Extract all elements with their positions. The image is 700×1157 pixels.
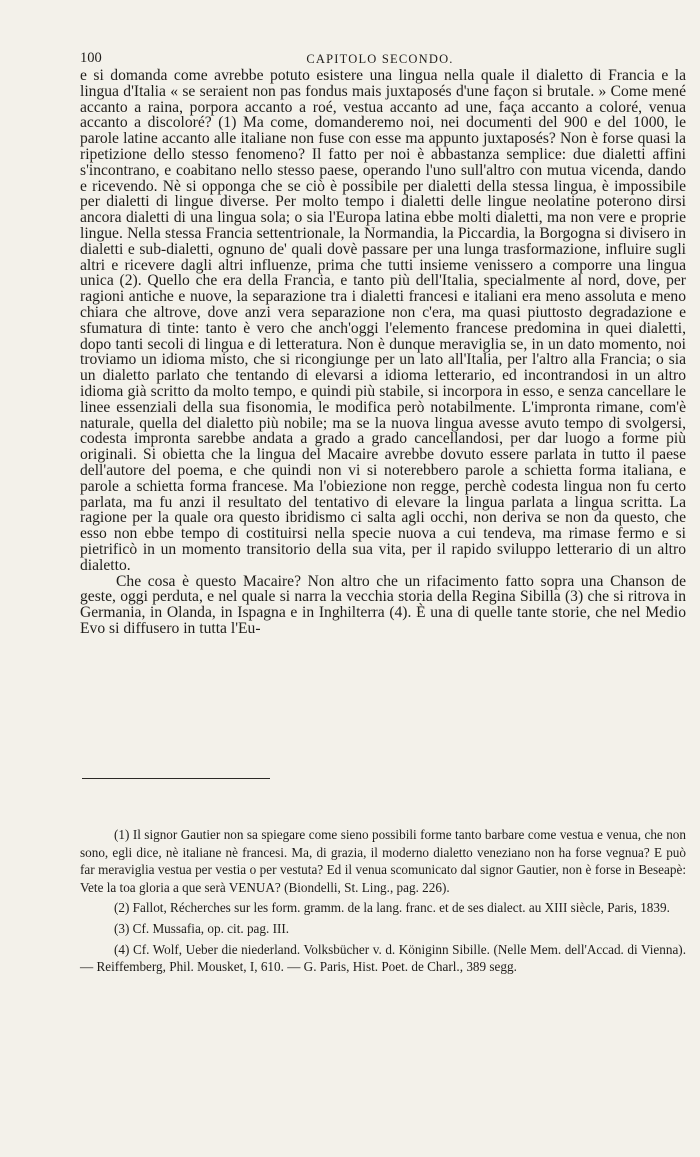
page-number: 100 <box>80 50 102 66</box>
main-text <box>80 68 686 637</box>
running-title: CAPITOLO SECONDO. <box>306 52 454 66</box>
footnote-3: (3) Cf. Mussafia, op. cit. pag. III. <box>114 920 290 936</box>
body-paragraph-1: e si domanda come avrebbe potuto esistere una lingua nella quale il dialetto di Francia e la lingua d'Italia « se seraient non pas fondus mais juxtaposés d'une façon si brutale. » Come mené accanto a raina, porpora accanto a roé, vestua accanto ad une, faça accanto a coloré, venua accanto a discoloré? (1) Ma come, domanderemo noi, nei documenti del 900 e del 1000, le parole latine accanto alle italiane non fuse con esse ma appunto juxtaposés? Non è forse quasi la ripetizione dello stesso fenomeno? Il fatto per noi è abbastanza semplice: due dialetti affini s'incontrano, e coabitano nello stesso paese, operando l'uno sull'altro con mutua vicenda, dando e ricevendo. Nè si opponga che se ciò è possibile per dialetti della stessa lingua, è impossibile per dialetti di lingue diverse. Per molto tempo i dialetti delle lingue neolatine poterono dirsi ancora dialetti di una lingua sola; o sia l'Europa latina ebbe molti dialetti, ma non vere e proprie lingue. Nella stessa Francia settentrionale, la Normandia, la Piccardia, la Borgogna si divisero in dialetti e sub-dialetti, ognuno de' quali dovè passare per una lunga trasformazione, influire sugli altri e ricevere dagli altri influenze, prima che tutti insieme venissero a comporre una lingua unica (2). Quello che era della Francia, e tanto più dell'Italia, specialmente al nord, dove, per ragioni antiche e nuove, la separazione tra i dialetti francesi e italiani era meno assoluta e meno chiara che altrove, dove anzi vera separazione non c'era, ma quasi piuttosto degradazione e sfumatura di tinte: tanto è vero che anch'oggi l'elemento francese predomina in quei dialetti, dopo tanti secoli di lingua e di letteratura. Non è dunque meraviglia se, in un dato momento, noi troviamo un idioma misto, che si ricongiunge per un lato all'Italia, per l'altro alla Francia; o sia un dialetto parlato che tentando di elevarsi a idioma letterario, ed incontrandosi in un altro idioma già scritto da molto tempo, e quindi più stabile, si incorpora in esso, e senza cancellare le linee essenziali della sua fisonomia, le modifica però notabilmente. L'impronta rimane, com'è naturale, quella del dialetto più nobile; ma se la nuova lingua avesse avuto tempo di svolgersi, codesta impronta sarebbe andata a grado a grado cancellandosi, per dar luogo a forme più originali. Si obietta che la lingua del Macaire avrebbe dovuto essere parlata in tutto il paese dell'autore del poema, e che quindi non vi si noterebbero parole a schietta forma italiana, e parole a schietta forma francese. Ma l'obiezione non regge, perchè codesta lingua non fu certo parlata, ma fu anzi il resultato del tentativo di elevare la lingua parlata a lingua scritta. La ragione per la quale ora questo ibridismo ci salta agli occhi, non deriva se non da questo, che esso non ebbe tempo di costituirsi nella specie nuova a cui tendeva, ma rimase fermo e si pietrificò in un momento transitorio della sua vita, per il rapido sviluppo letterario di un altro dialetto. <box>80 67 686 574</box>
body-paragraph-2: Che cosa è questo Macaire? Non altro che un rifacimento fatto sopra una Chanson de geste, oggi perduta, e nel quale si narra la vecchia storia della Regina Sibilla (3) che si ritrova in Germania, in Olanda, in Ispagna e in Inghilterra (4). È una di quelle tante storie, che nel Medio Evo si diffusero in tutta l'Eu- <box>80 572 686 637</box>
footnote-1: (1) Il signor Gautier non sa spiegare come sieno possibili forme tanto barbare come vestua e venua, che non sono, egli dice, nè italiane nè francesi. Ma, di grazia, il moderno dialetto veneziano non ha forse vegnua? E può far meraviglia vestua per vestia o per vestuta? Ed il venua scomunicato dal signor Gautier, non è forse in Besеapè: Vete la toa gloria a que serà VENUA? (Biondelli, St. Ling., pag. 226). <box>80 827 686 895</box>
footnote-2: (2) Fallot, Récherches sur les form. gramm. de la lang. franc. et de ses dialect. au XIII siècle, Paris, 1839. <box>114 900 670 916</box>
footnote-divider <box>82 778 270 779</box>
footnotes <box>80 826 686 979</box>
footnote-4: (4) Cf. Wolf, Ueber die niederland. Volksbücher v. d. Königinn Sibille. (Nelle Mem. dell'Accad. di Vienna). — Reiffemberg, Phil. Mousket, I, 610. — G. Paris, Hist. Poet. de Charl., 389 segg. <box>80 941 686 975</box>
